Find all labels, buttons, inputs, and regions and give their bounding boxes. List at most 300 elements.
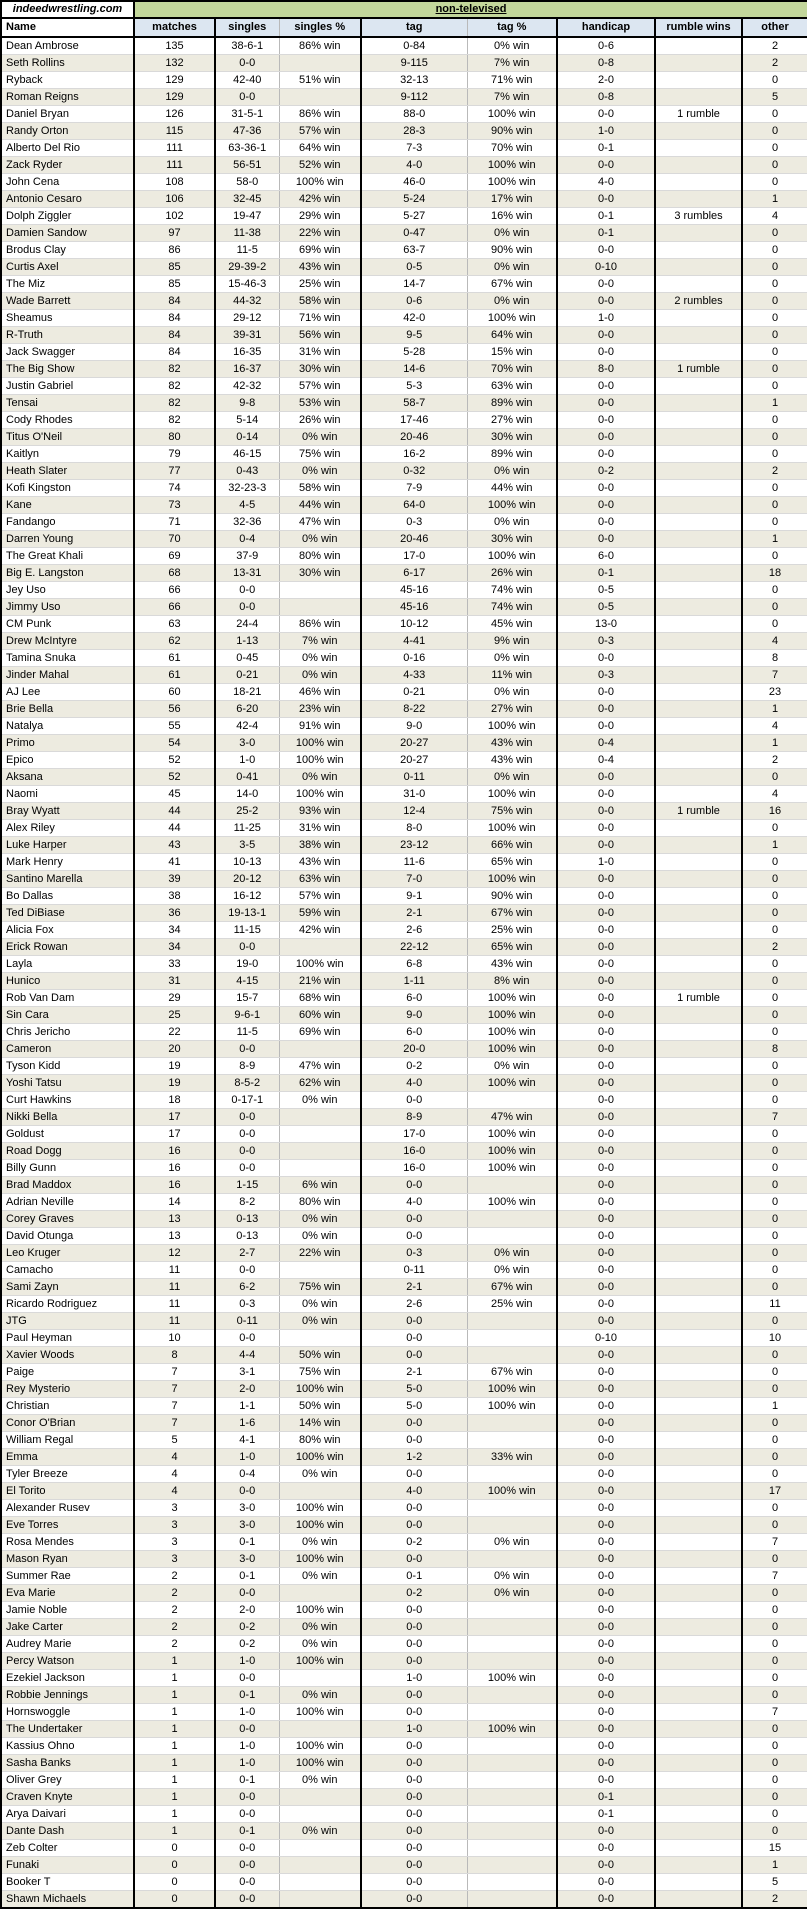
cell-singles: 3-1	[215, 1364, 279, 1381]
cell-tag: 23-12	[361, 837, 467, 854]
cell-tag: 2-1	[361, 1364, 467, 1381]
cell-matches: 62	[134, 633, 215, 650]
cell-tag: 32-13	[361, 72, 467, 89]
table-row	[1, 531, 807, 548]
cell-name: Audrey Marie	[1, 1636, 134, 1653]
cell-singles-pct	[279, 1857, 361, 1874]
table-row	[1, 1313, 807, 1330]
cell-singles: 29-39-2	[215, 259, 279, 276]
cell-name: Paul Heyman	[1, 1330, 134, 1347]
cell-name: Bray Wyatt	[1, 803, 134, 820]
cell-handicap: 0-0	[557, 1585, 655, 1602]
cell-name: Kaitlyn	[1, 446, 134, 463]
cell-other: 0	[742, 1517, 807, 1534]
cell-matches: 39	[134, 871, 215, 888]
cell-rumble-wins	[655, 1755, 742, 1772]
cell-tag: 58-7	[361, 395, 467, 412]
cell-matches: 73	[134, 497, 215, 514]
cell-other: 4	[742, 718, 807, 735]
cell-tag: 0-0	[361, 1772, 467, 1789]
cell-tag-pct: 71% win	[467, 72, 557, 89]
cell-handicap: 0-5	[557, 599, 655, 616]
cell-singles-pct: 25% win	[279, 276, 361, 293]
cell-matches: 97	[134, 225, 215, 242]
cell-singles-pct: 57% win	[279, 123, 361, 140]
cell-other: 0	[742, 72, 807, 89]
cell-matches: 36	[134, 905, 215, 922]
cell-singles: 20-12	[215, 871, 279, 888]
table-row	[1, 786, 807, 803]
cell-name: Naomi	[1, 786, 134, 803]
cell-other: 7	[742, 1534, 807, 1551]
cell-matches: 5	[134, 1432, 215, 1449]
table-row	[1, 990, 807, 1007]
cell-rumble-wins	[655, 1041, 742, 1058]
cell-singles: 11-5	[215, 1024, 279, 1041]
cell-name: Jimmy Uso	[1, 599, 134, 616]
cell-handicap: 0-0	[557, 1602, 655, 1619]
table-row	[1, 1007, 807, 1024]
cell-matches: 11	[134, 1262, 215, 1279]
cell-tag-pct	[467, 1500, 557, 1517]
cell-other: 0	[742, 1500, 807, 1517]
cell-name: Natalya	[1, 718, 134, 735]
cell-tag-pct: 89% win	[467, 395, 557, 412]
cell-handicap: 0-0	[557, 1466, 655, 1483]
cell-tag-pct: 30% win	[467, 429, 557, 446]
cell-matches: 84	[134, 310, 215, 327]
cell-name: Jack Swagger	[1, 344, 134, 361]
cell-rumble-wins	[655, 1789, 742, 1806]
cell-tag: 0-0	[361, 1602, 467, 1619]
cell-tag-pct	[467, 1415, 557, 1432]
cell-tag: 4-33	[361, 667, 467, 684]
cell-matches: 1	[134, 1806, 215, 1823]
cell-matches: 129	[134, 89, 215, 106]
cell-name: Ricardo Rodriguez	[1, 1296, 134, 1313]
title-row	[1, 1, 807, 18]
cell-singles: 0-0	[215, 1585, 279, 1602]
cell-tag: 7-3	[361, 140, 467, 157]
cell-rumble-wins	[655, 463, 742, 480]
cell-singles: 32-36	[215, 514, 279, 531]
cell-singles: 32-23-3	[215, 480, 279, 497]
cell-handicap: 0-10	[557, 1330, 655, 1347]
cell-handicap: 0-0	[557, 718, 655, 735]
cell-singles: 38-6-1	[215, 37, 279, 55]
cell-singles: 15-46-3	[215, 276, 279, 293]
cell-handicap: 0-0	[557, 1772, 655, 1789]
cell-singles: 1-0	[215, 1755, 279, 1772]
table-row	[1, 701, 807, 718]
cell-singles: 0-2	[215, 1636, 279, 1653]
section-banner-label: non-televised	[435, 3, 507, 15]
cell-other: 1	[742, 1857, 807, 1874]
table-row	[1, 1092, 807, 1109]
cell-rumble-wins	[655, 1891, 742, 1909]
cell-singles: 0-11	[215, 1313, 279, 1330]
cell-handicap: 0-0	[557, 1721, 655, 1738]
cell-other: 0	[742, 429, 807, 446]
cell-tag-pct: 0% win	[467, 37, 557, 55]
cell-handicap: 0-0	[557, 378, 655, 395]
cell-handicap: 0-0	[557, 276, 655, 293]
cell-tag-pct: 100% win	[467, 990, 557, 1007]
cell-tag: 20-27	[361, 735, 467, 752]
cell-handicap: 0-0	[557, 684, 655, 701]
cell-handicap: 13-0	[557, 616, 655, 633]
cell-handicap: 0-0	[557, 871, 655, 888]
cell-handicap: 2-0	[557, 72, 655, 89]
cell-handicap: 0-0	[557, 1296, 655, 1313]
cell-name: Curtis Axel	[1, 259, 134, 276]
cell-other: 0	[742, 1619, 807, 1636]
cell-matches: 1	[134, 1687, 215, 1704]
cell-tag-pct: 27% win	[467, 412, 557, 429]
cell-handicap: 0-2	[557, 463, 655, 480]
cell-rumble-wins: 1 rumble	[655, 106, 742, 123]
cell-singles-pct: 0% win	[279, 1636, 361, 1653]
cell-name: Jamie Noble	[1, 1602, 134, 1619]
cell-singles: 18-21	[215, 684, 279, 701]
cell-singles: 0-0	[215, 1891, 279, 1909]
table-row	[1, 1551, 807, 1568]
cell-tag: 0-3	[361, 1245, 467, 1262]
cell-other: 2	[742, 939, 807, 956]
cell-singles: 46-15	[215, 446, 279, 463]
table-row	[1, 1670, 807, 1687]
cell-rumble-wins	[655, 1092, 742, 1109]
cell-tag: 0-5	[361, 259, 467, 276]
cell-singles-pct: 86% win	[279, 106, 361, 123]
cell-name: Chris Jericho	[1, 1024, 134, 1041]
cell-rumble-wins	[655, 446, 742, 463]
cell-singles-pct	[279, 1806, 361, 1823]
cell-tag-pct: 0% win	[467, 514, 557, 531]
cell-singles: 19-13-1	[215, 905, 279, 922]
cell-name: Percy Watson	[1, 1653, 134, 1670]
cell-handicap: 0-0	[557, 1262, 655, 1279]
cell-rumble-wins	[655, 905, 742, 922]
cell-singles: 6-2	[215, 1279, 279, 1296]
cell-handicap: 0-0	[557, 191, 655, 208]
cell-name: David Otunga	[1, 1228, 134, 1245]
cell-singles-pct: 47% win	[279, 514, 361, 531]
table-row	[1, 1687, 807, 1704]
cell-other: 0	[742, 888, 807, 905]
cell-name: Jinder Mahal	[1, 667, 134, 684]
cell-singles: 4-4	[215, 1347, 279, 1364]
cell-matches: 38	[134, 888, 215, 905]
cell-matches: 13	[134, 1228, 215, 1245]
table-row	[1, 378, 807, 395]
cell-rumble-wins	[655, 1245, 742, 1262]
cell-singles-pct: 100% win	[279, 1738, 361, 1755]
cell-rumble-wins	[655, 1534, 742, 1551]
cell-tag: 16-2	[361, 446, 467, 463]
cell-singles: 1-15	[215, 1177, 279, 1194]
cell-tag-pct: 100% win	[467, 1721, 557, 1738]
cell-singles: 0-0	[215, 89, 279, 106]
cell-other: 0	[742, 1738, 807, 1755]
cell-other: 4	[742, 786, 807, 803]
cell-singles: 16-12	[215, 888, 279, 905]
cell-tag-pct: 30% win	[467, 531, 557, 548]
cell-tag-pct	[467, 1806, 557, 1823]
table-row	[1, 1347, 807, 1364]
cell-other: 0	[742, 1024, 807, 1041]
cell-matches: 20	[134, 1041, 215, 1058]
cell-tag: 0-0	[361, 1517, 467, 1534]
cell-singles-pct: 53% win	[279, 395, 361, 412]
cell-tag-pct	[467, 1772, 557, 1789]
cell-rumble-wins	[655, 480, 742, 497]
cell-name: Sin Cara	[1, 1007, 134, 1024]
cell-tag: 4-0	[361, 1075, 467, 1092]
cell-rumble-wins	[655, 1517, 742, 1534]
cell-singles-pct: 31% win	[279, 344, 361, 361]
cell-rumble-wins	[655, 1619, 742, 1636]
cell-singles: 25-2	[215, 803, 279, 820]
col-header-name: Name	[1, 18, 134, 37]
cell-rumble-wins	[655, 1568, 742, 1585]
cell-matches: 79	[134, 446, 215, 463]
cell-tag-pct: 100% win	[467, 1143, 557, 1160]
cell-tag-pct: 43% win	[467, 735, 557, 752]
cell-tag-pct: 8% win	[467, 973, 557, 990]
cell-matches: 29	[134, 990, 215, 1007]
cell-singles-pct: 71% win	[279, 310, 361, 327]
cell-rumble-wins	[655, 1177, 742, 1194]
cell-name: Tamina Snuka	[1, 650, 134, 667]
cell-rumble-wins	[655, 429, 742, 446]
cell-matches: 111	[134, 157, 215, 174]
cell-other: 0	[742, 1347, 807, 1364]
table-row	[1, 1364, 807, 1381]
cell-tag-pct: 25% win	[467, 922, 557, 939]
cell-other: 0	[742, 361, 807, 378]
cell-rumble-wins	[655, 174, 742, 191]
cell-handicap: 4-0	[557, 174, 655, 191]
cell-rumble-wins	[655, 1670, 742, 1687]
cell-matches: 52	[134, 752, 215, 769]
cell-matches: 85	[134, 259, 215, 276]
cell-singles-pct: 43% win	[279, 854, 361, 871]
cell-matches: 10	[134, 1330, 215, 1347]
cell-other: 0	[742, 259, 807, 276]
cell-tag-pct: 100% win	[467, 1024, 557, 1041]
cell-name: CM Punk	[1, 616, 134, 633]
table-row	[1, 1058, 807, 1075]
cell-singles-pct	[279, 1262, 361, 1279]
cell-singles: 0-3	[215, 1296, 279, 1313]
table-row	[1, 1840, 807, 1857]
cell-tag: 0-16	[361, 650, 467, 667]
cell-rumble-wins	[655, 1313, 742, 1330]
cell-singles-pct	[279, 1670, 361, 1687]
cell-other: 0	[742, 1551, 807, 1568]
cell-singles: 42-32	[215, 378, 279, 395]
cell-rumble-wins	[655, 582, 742, 599]
cell-singles: 0-13	[215, 1228, 279, 1245]
col-header-singles-pct: singles %	[279, 18, 361, 37]
cell-tag: 88-0	[361, 106, 467, 123]
cell-rumble-wins	[655, 327, 742, 344]
cell-rumble-wins	[655, 1415, 742, 1432]
cell-tag: 14-7	[361, 276, 467, 293]
cell-matches: 84	[134, 327, 215, 344]
cell-tag: 0-3	[361, 514, 467, 531]
cell-tag-pct: 0% win	[467, 1568, 557, 1585]
cell-handicap: 0-0	[557, 973, 655, 990]
cell-matches: 12	[134, 1245, 215, 1262]
cell-rumble-wins	[655, 1585, 742, 1602]
cell-singles: 2-0	[215, 1381, 279, 1398]
cell-singles: 42-4	[215, 718, 279, 735]
cell-tag-pct	[467, 1636, 557, 1653]
cell-matches: 70	[134, 531, 215, 548]
cell-tag: 4-0	[361, 1483, 467, 1500]
cell-singles-pct: 100% win	[279, 1551, 361, 1568]
cell-tag: 6-8	[361, 956, 467, 973]
cell-handicap: 0-0	[557, 1007, 655, 1024]
cell-name: Sasha Banks	[1, 1755, 134, 1772]
cell-other: 0	[742, 157, 807, 174]
cell-tag: 9-112	[361, 89, 467, 106]
cell-other: 0	[742, 990, 807, 1007]
cell-singles: 16-37	[215, 361, 279, 378]
cell-singles: 16-35	[215, 344, 279, 361]
cell-handicap: 0-0	[557, 1279, 655, 1296]
cell-tag-pct: 67% win	[467, 1279, 557, 1296]
cell-handicap: 0-0	[557, 1823, 655, 1840]
cell-handicap: 0-0	[557, 1109, 655, 1126]
cell-tag-pct: 100% win	[467, 1007, 557, 1024]
cell-tag-pct: 0% win	[467, 293, 557, 310]
cell-other: 0	[742, 1721, 807, 1738]
cell-rumble-wins	[655, 769, 742, 786]
cell-tag-pct: 15% win	[467, 344, 557, 361]
cell-tag-pct: 0% win	[467, 1058, 557, 1075]
cell-name: Layla	[1, 956, 134, 973]
cell-tag: 0-0	[361, 1092, 467, 1109]
cell-name: William Regal	[1, 1432, 134, 1449]
cell-tag: 0-84	[361, 37, 467, 55]
cell-rumble-wins	[655, 1194, 742, 1211]
section-banner	[134, 1, 807, 18]
cell-tag-pct: 43% win	[467, 752, 557, 769]
cell-matches: 25	[134, 1007, 215, 1024]
cell-singles: 1-0	[215, 1449, 279, 1466]
cell-rumble-wins	[655, 1874, 742, 1891]
table-row	[1, 1704, 807, 1721]
cell-singles: 15-7	[215, 990, 279, 1007]
cell-rumble-wins	[655, 1330, 742, 1347]
cell-singles: 32-45	[215, 191, 279, 208]
table-row	[1, 1891, 807, 1909]
cell-rumble-wins	[655, 89, 742, 106]
cell-tag: 0-0	[361, 1789, 467, 1806]
cell-matches: 11	[134, 1313, 215, 1330]
cell-singles: 1-0	[215, 752, 279, 769]
cell-tag: 0-0	[361, 1704, 467, 1721]
table-row	[1, 1755, 807, 1772]
cell-matches: 33	[134, 956, 215, 973]
cell-handicap: 0-1	[557, 225, 655, 242]
cell-other: 0	[742, 412, 807, 429]
table-row	[1, 1415, 807, 1432]
cell-handicap: 0-0	[557, 1517, 655, 1534]
table-row	[1, 412, 807, 429]
cell-name: Wade Barrett	[1, 293, 134, 310]
cell-rumble-wins	[655, 1075, 742, 1092]
cell-tag-pct: 75% win	[467, 803, 557, 820]
cell-other: 0	[742, 1806, 807, 1823]
cell-handicap: 0-3	[557, 667, 655, 684]
table-row	[1, 1636, 807, 1653]
cell-matches: 0	[134, 1891, 215, 1909]
cell-matches: 69	[134, 548, 215, 565]
cell-tag: 5-28	[361, 344, 467, 361]
cell-singles: 0-0	[215, 1806, 279, 1823]
cell-tag-pct	[467, 1517, 557, 1534]
cell-handicap: 0-0	[557, 1704, 655, 1721]
cell-matches: 85	[134, 276, 215, 293]
cell-rumble-wins	[655, 1653, 742, 1670]
cell-matches: 13	[134, 1211, 215, 1228]
table-row	[1, 1449, 807, 1466]
cell-singles: 0-0	[215, 599, 279, 616]
cell-name: Zeb Colter	[1, 1840, 134, 1857]
cell-singles-pct: 0% win	[279, 429, 361, 446]
cell-handicap: 0-0	[557, 837, 655, 854]
cell-rumble-wins	[655, 1857, 742, 1874]
table-row	[1, 667, 807, 684]
table-row	[1, 650, 807, 667]
table-row	[1, 1857, 807, 1874]
cell-singles: 0-41	[215, 769, 279, 786]
cell-tag: 9-115	[361, 55, 467, 72]
cell-handicap: 0-0	[557, 1653, 655, 1670]
table-row	[1, 259, 807, 276]
cell-handicap: 0-0	[557, 395, 655, 412]
cell-other: 0	[742, 310, 807, 327]
cell-tag-pct	[467, 1432, 557, 1449]
cell-other: 0	[742, 871, 807, 888]
cell-matches: 74	[134, 480, 215, 497]
cell-singles: 3-5	[215, 837, 279, 854]
cell-tag-pct	[467, 1619, 557, 1636]
cell-other: 0	[742, 1687, 807, 1704]
cell-singles-pct: 50% win	[279, 1347, 361, 1364]
cell-singles: 11-5	[215, 242, 279, 259]
cell-singles-pct	[279, 1585, 361, 1602]
cell-tag: 0-21	[361, 684, 467, 701]
cell-singles: 0-0	[215, 1160, 279, 1177]
cell-tag: 5-24	[361, 191, 467, 208]
cell-rumble-wins	[655, 310, 742, 327]
cell-rumble-wins	[655, 157, 742, 174]
cell-singles-pct: 100% win	[279, 1653, 361, 1670]
cell-singles: 31-5-1	[215, 106, 279, 123]
cell-rumble-wins	[655, 650, 742, 667]
cell-singles: 6-20	[215, 701, 279, 718]
cell-rumble-wins	[655, 1432, 742, 1449]
cell-singles-pct: 42% win	[279, 922, 361, 939]
cell-handicap: 0-0	[557, 293, 655, 310]
cell-tag: 16-0	[361, 1160, 467, 1177]
table-row	[1, 174, 807, 191]
